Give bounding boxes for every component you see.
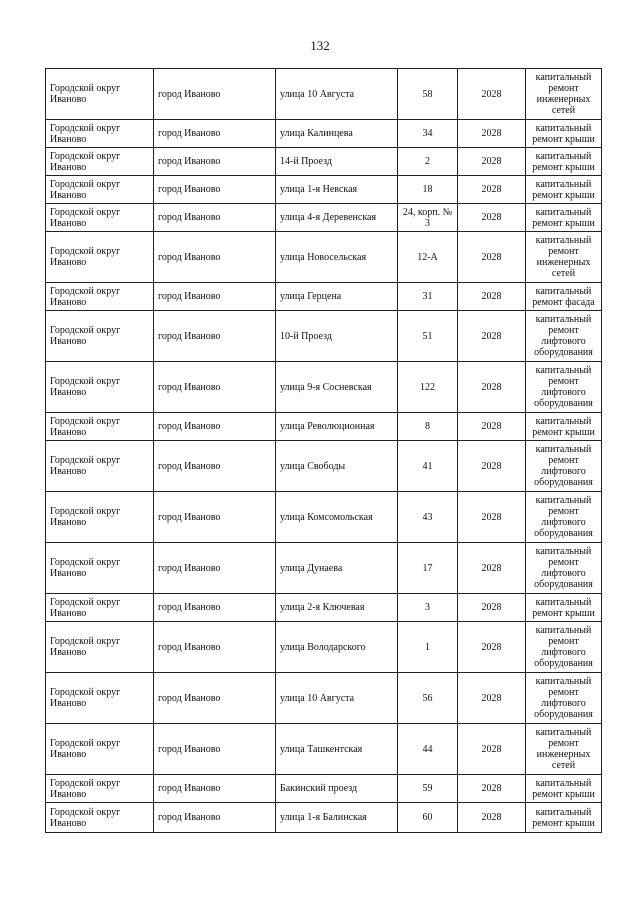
work-type-cell: капитальный ремонт крыши xyxy=(526,176,602,204)
work-type-cell: капитальный ремонт лифтового оборудования xyxy=(526,543,602,594)
work-type-cell: капитальный ремонт инженерных сетей xyxy=(526,232,602,283)
district-cell: Городской округ Иваново xyxy=(46,413,154,441)
house-number-cell: 17 xyxy=(398,543,458,594)
house-number-cell: 3 xyxy=(398,594,458,622)
year-cell: 2028 xyxy=(458,120,526,148)
work-type-cell: капитальный ремонт инженерных сетей xyxy=(526,724,602,775)
street-cell: улица 4-я Деревенская xyxy=(276,204,398,232)
street-cell: улица 10 Августа xyxy=(276,673,398,724)
work-type-cell: капитальный ремонт лифтового оборудования xyxy=(526,441,602,492)
city-cell: город Иваново xyxy=(154,362,276,413)
city-cell: город Иваново xyxy=(154,120,276,148)
table-row xyxy=(46,69,602,120)
district-cell: Городской округ Иваново xyxy=(46,120,154,148)
table-row xyxy=(46,622,602,673)
table-row xyxy=(46,724,602,775)
city-cell: город Иваново xyxy=(154,622,276,673)
district-cell: Городской округ Иваново xyxy=(46,775,154,803)
city-cell: город Иваново xyxy=(154,775,276,803)
year-cell: 2028 xyxy=(458,622,526,673)
table-row xyxy=(46,176,602,204)
house-number-cell: 12-А xyxy=(398,232,458,283)
work-type-cell: капитальный ремонт лифтового оборудования xyxy=(526,362,602,413)
city-cell: город Иваново xyxy=(154,803,276,833)
house-number-cell: 58 xyxy=(398,69,458,120)
district-cell: Городской округ Иваново xyxy=(46,441,154,492)
street-cell: улица Володарского xyxy=(276,622,398,673)
table-row xyxy=(46,492,602,543)
work-type-cell: капитальный ремонт крыши xyxy=(526,413,602,441)
work-type-cell: капитальный ремонт крыши xyxy=(526,204,602,232)
city-cell: город Иваново xyxy=(154,148,276,176)
work-type-cell: капитальный ремонт лифтового оборудования xyxy=(526,492,602,543)
city-cell: город Иваново xyxy=(154,441,276,492)
district-cell: Городской округ Иваново xyxy=(46,622,154,673)
district-cell: Городской округ Иваново xyxy=(46,594,154,622)
year-cell: 2028 xyxy=(458,441,526,492)
year-cell: 2028 xyxy=(458,673,526,724)
table-row xyxy=(46,543,602,594)
year-cell: 2028 xyxy=(458,232,526,283)
work-type-cell: капитальный ремонт лифтового оборудования xyxy=(526,622,602,673)
city-cell: город Иваново xyxy=(154,69,276,120)
year-cell: 2028 xyxy=(458,413,526,441)
table-row xyxy=(46,673,602,724)
work-type-cell: капитальный ремонт крыши xyxy=(526,775,602,803)
district-cell: Городской округ Иваново xyxy=(46,543,154,594)
year-cell: 2028 xyxy=(458,803,526,833)
page-number: 132 xyxy=(310,38,330,53)
city-cell: город Иваново xyxy=(154,492,276,543)
street-cell: улица Ташкентская xyxy=(276,724,398,775)
work-type-cell: капитальный ремонт фасада xyxy=(526,283,602,311)
city-cell: город Иваново xyxy=(154,673,276,724)
house-number-cell: 31 xyxy=(398,283,458,311)
house-number-cell: 59 xyxy=(398,775,458,803)
street-cell: 14-й Проезд xyxy=(276,148,398,176)
year-cell: 2028 xyxy=(458,594,526,622)
district-cell: Городской округ Иваново xyxy=(46,311,154,362)
year-cell: 2028 xyxy=(458,362,526,413)
table-row xyxy=(46,803,602,833)
work-type-cell: капитальный ремонт крыши xyxy=(526,148,602,176)
year-cell: 2028 xyxy=(458,204,526,232)
street-cell: улица Калинцева xyxy=(276,120,398,148)
year-cell: 2028 xyxy=(458,492,526,543)
street-cell: улица Герцена xyxy=(276,283,398,311)
street-cell: улица Свободы xyxy=(276,441,398,492)
house-number-cell: 2 xyxy=(398,148,458,176)
district-cell: Городской округ Иваново xyxy=(46,724,154,775)
street-cell: улица 10 Августа xyxy=(276,69,398,120)
repair-schedule-table xyxy=(45,68,602,833)
table-row xyxy=(46,148,602,176)
year-cell: 2028 xyxy=(458,176,526,204)
work-type-cell: капитальный ремонт инженерных сетей xyxy=(526,69,602,120)
house-number-cell: 56 xyxy=(398,673,458,724)
district-cell: Городской округ Иваново xyxy=(46,176,154,204)
city-cell: город Иваново xyxy=(154,204,276,232)
work-type-cell: капитальный ремонт крыши xyxy=(526,120,602,148)
house-number-cell: 24, корп. № 3 xyxy=(398,204,458,232)
table-body xyxy=(46,69,602,833)
street-cell: улица Комсомольская xyxy=(276,492,398,543)
street-cell: улица Революционная xyxy=(276,413,398,441)
district-cell: Городской округ Иваново xyxy=(46,232,154,283)
table-row xyxy=(46,594,602,622)
table-row xyxy=(46,283,602,311)
district-cell: Городской округ Иваново xyxy=(46,803,154,833)
street-cell: Бакинский проезд xyxy=(276,775,398,803)
district-cell: Городской округ Иваново xyxy=(46,362,154,413)
city-cell: город Иваново xyxy=(154,594,276,622)
house-number-cell: 18 xyxy=(398,176,458,204)
city-cell: город Иваново xyxy=(154,176,276,204)
work-type-cell: капитальный ремонт крыши xyxy=(526,803,602,833)
district-cell: Городской округ Иваново xyxy=(46,204,154,232)
street-cell: улица 9-я Сосневская xyxy=(276,362,398,413)
city-cell: город Иваново xyxy=(154,724,276,775)
year-cell: 2028 xyxy=(458,148,526,176)
house-number-cell: 44 xyxy=(398,724,458,775)
district-cell: Городской округ Иваново xyxy=(46,673,154,724)
table-row xyxy=(46,413,602,441)
district-cell: Городской округ Иваново xyxy=(46,283,154,311)
house-number-cell: 34 xyxy=(398,120,458,148)
city-cell: город Иваново xyxy=(154,543,276,594)
year-cell: 2028 xyxy=(458,775,526,803)
house-number-cell: 43 xyxy=(398,492,458,543)
city-cell: город Иваново xyxy=(154,413,276,441)
year-cell: 2028 xyxy=(458,724,526,775)
table-row xyxy=(46,775,602,803)
city-cell: город Иваново xyxy=(154,232,276,283)
table-row xyxy=(46,362,602,413)
house-number-cell: 51 xyxy=(398,311,458,362)
house-number-cell: 1 xyxy=(398,622,458,673)
table-row xyxy=(46,120,602,148)
city-cell: город Иваново xyxy=(154,283,276,311)
house-number-cell: 60 xyxy=(398,803,458,833)
year-cell: 2028 xyxy=(458,283,526,311)
district-cell: Городской округ Иваново xyxy=(46,492,154,543)
street-cell: улица 1-я Балинская xyxy=(276,803,398,833)
district-cell: Городской округ Иваново xyxy=(46,69,154,120)
year-cell: 2028 xyxy=(458,69,526,120)
street-cell: улица Новосельская xyxy=(276,232,398,283)
house-number-cell: 41 xyxy=(398,441,458,492)
work-type-cell: капитальный ремонт крыши xyxy=(526,594,602,622)
work-type-cell: капитальный ремонт лифтового оборудования xyxy=(526,311,602,362)
city-cell: город Иваново xyxy=(154,311,276,362)
table-row xyxy=(46,232,602,283)
house-number-cell: 8 xyxy=(398,413,458,441)
work-type-cell: капитальный ремонт лифтового оборудования xyxy=(526,673,602,724)
street-cell: улица 2-я Ключевая xyxy=(276,594,398,622)
street-cell: 10-й Проезд xyxy=(276,311,398,362)
table-row xyxy=(46,311,602,362)
street-cell: улица 1-я Невская xyxy=(276,176,398,204)
district-cell: Городской округ Иваново xyxy=(46,148,154,176)
year-cell: 2028 xyxy=(458,543,526,594)
street-cell: улица Дунаева xyxy=(276,543,398,594)
year-cell: 2028 xyxy=(458,311,526,362)
table-row xyxy=(46,204,602,232)
table-row xyxy=(46,441,602,492)
house-number-cell: 122 xyxy=(398,362,458,413)
